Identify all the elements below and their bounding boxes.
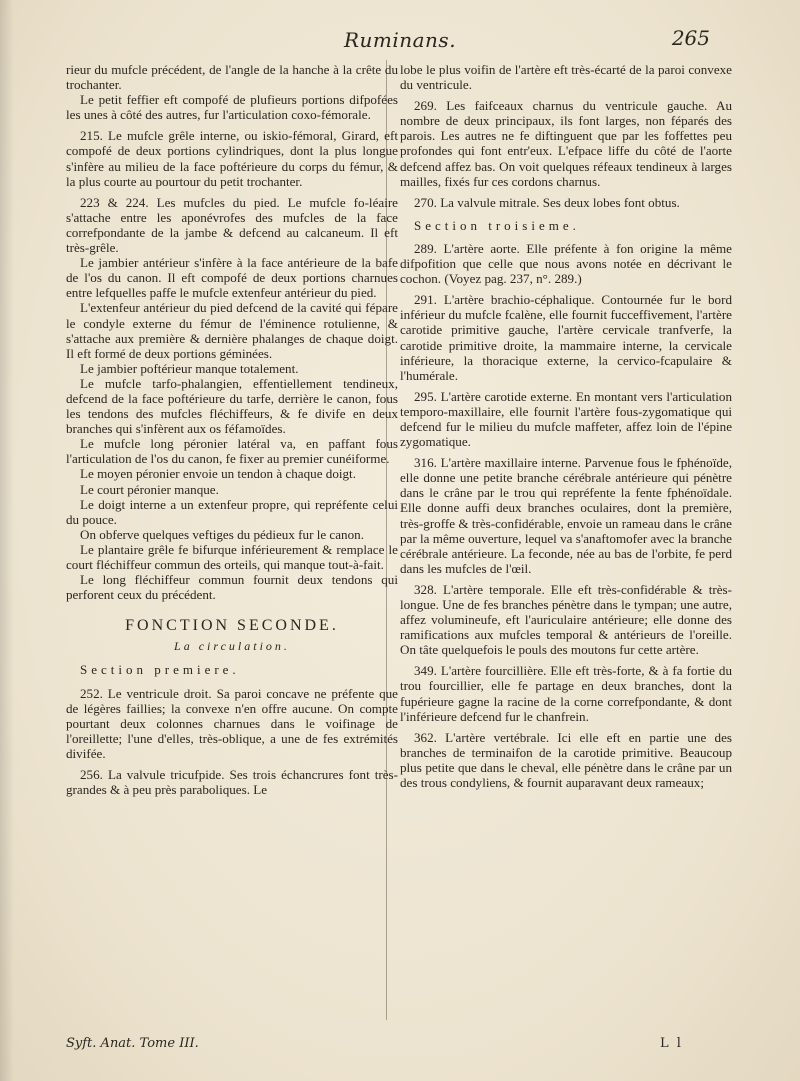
paragraph: Le court péronier manque. [80, 481, 219, 497]
paragraph: Le jambier poftérieur manque totalement. [80, 360, 299, 376]
right-column-paragraphs-after [400, 241, 732, 790]
paragraph: On obferve quelques veftiges du pédieux fur le canon. [80, 526, 364, 542]
circulation-heading: La circulation. [174, 639, 290, 654]
paragraph: Le moyen péronier envoie un tendon à chaque doigt. [80, 466, 356, 482]
page-number: 265 [671, 26, 710, 50]
left-column-paragraphs [66, 62, 398, 602]
paragraph: 362. L'artère vertébrale. Ici elle eft en partie une des branches de terminaifon de la carotide primitive. Beaucoup plus petite que dans le cheval, elle pénètre dans le crâne par un des trous condyliens, & fournit auparavant deux rameaux; [400, 729, 732, 791]
page-gutter-shadow [0, 0, 14, 1081]
paragraph: lobe le plus voifin de l'artère eft très-écarté de la paroi convexe du ventricule. [400, 62, 732, 93]
left-column-paragraphs-after [66, 686, 398, 798]
signature-mark: L l [660, 1036, 683, 1051]
paragraph: 328. L'artère temporale. Elle eft très-confidérable & très-longue. Une de fes branches pénètre dans le tympan; une autre, affez volumineufe, eft l'auriculaire antérieure; elle donne des ramifications aux mufcles temporal & antérieurs de l'oreille. On tâte quelquefois le pouls des moutons fur cette artère. [400, 581, 732, 658]
paragraph: 349. L'artère fourcillière. Elle eft très-forte, & à fa fortie du trou fourcillier, elle fe partage en deux branches, dont la fupérieure gagne la racine de la corne correfpondante, & dont l'inférieure defcend fur le chanfrein. [400, 663, 732, 724]
fonction-heading: FONCTION SECONDE. [125, 617, 339, 635]
section-heading-right: Section troisieme. [414, 217, 580, 233]
paragraph: Le doigt interne a un extenfeur propre, qui repréfente celui du pouce. [66, 496, 398, 527]
page-footer [66, 1036, 798, 1056]
paragraph: 316. L'artère maxillaire interne. Parvenue fous le fphénoïde, elle donne une petite branche cérébrale antérieure qui pénètre dans le crâne par le trou qui repréfente la fente fphénoïdale. Elle donne auffi deux branches oculaires, dont la première, très-groffe & très-confidérable, envoie un rameau dans le crâne par la même ouverture, lequel va s'anaftomofer avec la branche cérébrale antérieure. La feconde, née au bas de l'orbite, fe perd dans les mufcles de l'œil. [400, 455, 732, 576]
paragraph: 215. Le mufcle grêle interne, ou iskio-fémoral, Girard, eft compofé de deux portions cylindriques, dont la plus longue s'infère au milieu de la face poftérieure du corps du fémur, & la plus courte au pourtour du petit trochanter. [66, 128, 398, 189]
right-column [400, 62, 732, 790]
paragraph: Le jambier antérieur s'infère à la face antérieure de la bafe de l'os du canon. Il eft compofé de deux portions charnues entre lefquelles paffe le mufcle extenfeur antérieur du pied. [66, 255, 398, 301]
running-head: Ruminans. [343, 28, 457, 52]
paragraph: Le plantaire grêle fe bifurque inférieurement & remplace le court fléchiffeur commun des orteils, qui manque tout-à-fait. [66, 541, 398, 572]
paragraph: 291. L'artère brachio-céphalique. Contournée fur le bord inférieur du mufcle fcalène, elle fournit fucceffivement, l'artère carotide primitive gauche, l'artère cervicale tranfverfe, la carotide primitive droite, la mammaire interne, la cervicale inférieure, la thoracique externe, la cervico-fcapulaire & l'humérale. [400, 292, 732, 383]
paragraph: 269. Les faifceaux charnus du ventricule gauche. Au nombre de deux principaux, ils font larges, non féparés des parois. Les autres ne fe diftinguent que par les foffettes peu profondes qui font entr'eux. L'efpace liffe du côté de l'aorte defcend affez bas. On voit quelques réfeaux tendineux à larges mailles, fixés fur ces cordons charnus. [400, 98, 732, 189]
left-column [66, 62, 398, 797]
paragraph: 270. La valvule mitrale. Ses deux lobes font obtus. [414, 194, 680, 210]
paragraph: Le long fléchiffeur commun fournit deux tendons qui perforent ceux du précédent. [66, 572, 398, 603]
section-heading-left: Section premiere. [80, 662, 240, 678]
paragraph: 256. La valvule tricufpide. Ses trois échancrures font très-grandes & à peu près paraboliques. Le [66, 767, 398, 798]
paragraph: Le mufcle long péronier latéral va, en paffant fous l'articulation de l'os du canon, fe fixer au premier cunéiforme. [66, 436, 398, 467]
paragraph: rieur du mufcle précédent, de l'angle de la hanche à la crête du trochanter. [66, 62, 398, 93]
paragraph: 252. Le ventricule droit. Sa paroi concave ne préfente que de légères faillies; la convexe n'en offre aucune. On compte pourtant deux colonnes charnues dans le voifinage de l'oreillette; l'une d'elles, très-oblique, a une de fes extrémités divifée. [66, 685, 398, 761]
paragraph: Le mufcle tarfo-phalangien, effentiellement tendineux, defcend de la face poftérieure du tarfe, derrière le canon, fous les tendons des mufcles fléchiffeurs, & fe divife en deux branches qui s'infèrent aux os féfamoïdes. [66, 375, 398, 437]
paragraph: 295. L'artère carotide externe. En montant vers l'articulation temporo-maxillaire, elle fournit l'artère fous-zygomatique qui defcend fur le milieu du mufcle maffeter, affez loin de l'épine zygomatique. [400, 388, 732, 450]
paragraph: Le petit feffier eft compofé de plufieurs portions difpofées les unes à côté des autres, fur l'articulation coxo-fémorale. [66, 92, 398, 123]
right-column-paragraphs [400, 62, 732, 210]
paragraph: L'extenfeur antérieur du pied defcend de la cavité qui fépare le condyle externe du fémur de l'éminence rotulienne, & s'attache aux première & dernière phalanges de chaque doigt. Il eft formé de deux portions géminées. [66, 300, 398, 361]
paragraph: 289. L'artère aorte. Elle préfente à fon origine la même difpofition que celle que nous avons notée en décrivant le cochon. (Voyez pag. 237, n°. 289.) [400, 240, 732, 287]
paragraph: 223 & 224. Les mufcles du pied. Le mufcle fo-léaire s'attache entre les aponévrofes des mufcles de la face correfpondante de la jambe & defcend au calcaneum. Il eft très-grêle. [66, 194, 398, 256]
footer-title: Syft. Anat. Tome III. [66, 1036, 199, 1051]
